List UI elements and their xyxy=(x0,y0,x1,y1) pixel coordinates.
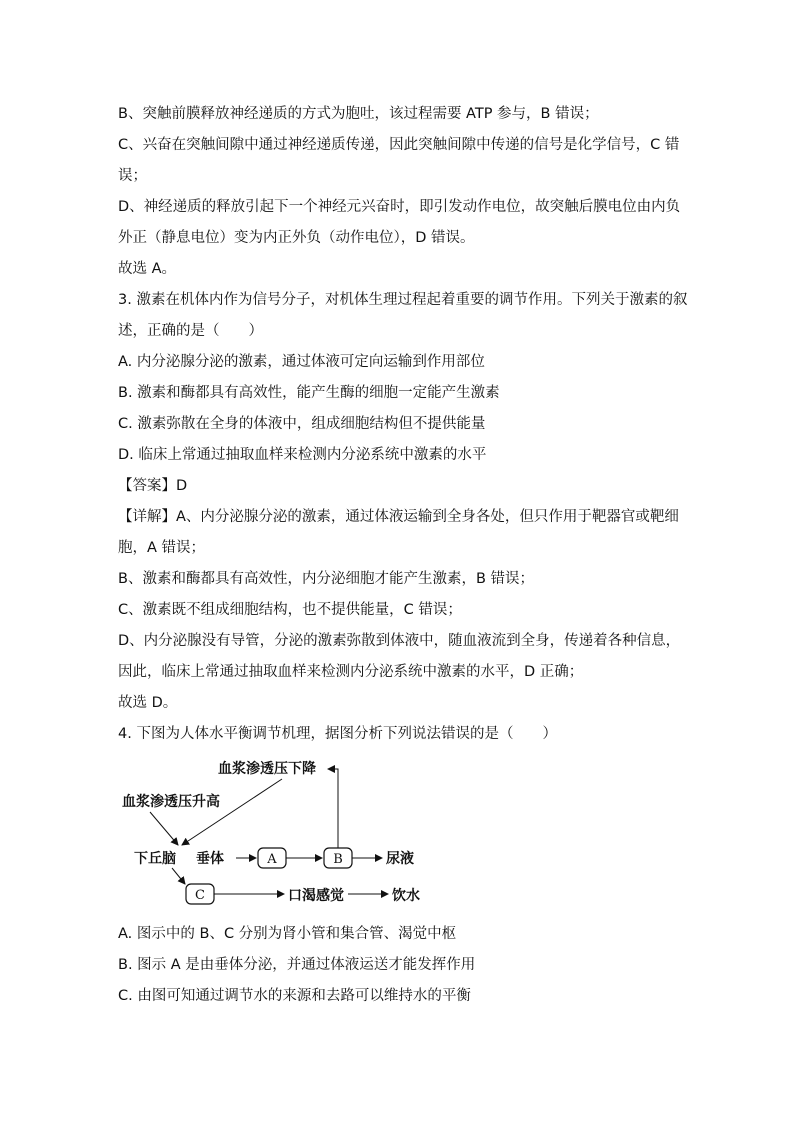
question-3-option-b: B. 激素和酶都具有高效性，能产生酶的细胞一定能产生激素 xyxy=(118,385,500,401)
question-3-option-c: C. 激素弥散在全身的体液中，组成细胞结构但不提供能量 xyxy=(118,416,486,432)
text-line: C、兴奋在突触间隙中通过神经递质传递，因此突触间隙中传递的信号是化学信号，C 错 xyxy=(118,137,680,153)
question-3-option-a: A. 内分泌腺分泌的激素，通过体液可定向运输到作用部位 xyxy=(118,354,485,370)
box-c-label: C xyxy=(195,888,205,903)
question-4-option-c: C. 由图可知通过调节水的来源和去路可以维持水的平衡 xyxy=(118,988,471,1004)
text-line: 故选 A。 xyxy=(118,261,177,277)
explanation-line: C、激素既不组成细胞结构，也不提供能量，C 错误； xyxy=(118,602,462,618)
explanation-line: 胞，A 错误； xyxy=(118,540,206,556)
box-b-label: B xyxy=(333,852,343,867)
text-line: 误； xyxy=(118,168,147,184)
question-3-option-d: D. 临床上常通过抽取血样来检测内分泌系统中激素的水平 xyxy=(118,447,487,463)
thirst-label: 口渴感觉 xyxy=(288,888,344,904)
question-4-stem: 4. 下图为人体水平衡调节机理，据图分析下列说法错误的是（ ） xyxy=(118,726,557,742)
text-line: B、突触前膜释放神经递质的方式为胞吐，该过程需要 ATP 参与，B 错误； xyxy=(118,106,599,122)
hypothalamus-label: 下丘脑 xyxy=(134,851,176,867)
arrow-up-to-hypothalamus xyxy=(150,812,178,845)
water-balance-svg xyxy=(110,752,440,912)
explanation-line: 故选 D。 xyxy=(118,695,178,711)
question-3-stem: 述，正确的是（ ） xyxy=(118,323,263,339)
drink-label: 饮水 xyxy=(392,888,420,904)
explanation-line: B、激素和酶都具有高效性，内分泌细胞才能产生激素，B 错误； xyxy=(118,571,535,587)
explanation-line: 因此，临床上常通过抽取血样来检测内分泌系统中激素的水平，D 正确； xyxy=(118,664,584,680)
urine-label: 尿液 xyxy=(386,851,414,867)
text-line: D、神经递质的释放引起下一个神经元兴奋时，即引发动作电位，故突触后膜电位由内负 xyxy=(118,199,681,215)
pituitary-label: 垂体 xyxy=(196,851,224,867)
text-line: 外正（静息电位）变为内正外负（动作电位），D 错误。 xyxy=(118,230,475,246)
arrow-down-to-hypothalamus xyxy=(182,779,282,845)
explanation-line: 【详解】A、内分泌腺分泌的激素，通过体液运输到全身各处，但只作用于靶器官或靶细 xyxy=(118,509,679,525)
question-4-option-b: B. 图示 A 是由垂体分泌，并通过体液运送才能发挥作用 xyxy=(118,957,476,973)
arrow-hypothalamus-to-c xyxy=(172,868,185,884)
arrow-b-to-plasma-down xyxy=(328,769,338,848)
answer-label: 【答案】D xyxy=(118,478,188,494)
water-balance-diagram xyxy=(110,752,440,912)
box-a-label: A xyxy=(267,852,277,867)
explanation-line: D、内分泌腺没有导管，分泌的激素弥散到体液中，随血液流到全身，传递着各种信息， xyxy=(118,633,681,649)
question-4-option-a: A. 图示中的 B、C 分别为肾小管和集合管、渴觉中枢 xyxy=(118,926,457,942)
plasma-osmotic-down-label: 血浆渗透压下降 xyxy=(218,761,316,777)
plasma-osmotic-up-label: 血浆渗透压升高 xyxy=(122,794,220,810)
question-3-stem: 3. 激素在机体内作为信号分子，对机体生理过程起着重要的调节作用。下列关于激素的叙 xyxy=(118,292,688,308)
